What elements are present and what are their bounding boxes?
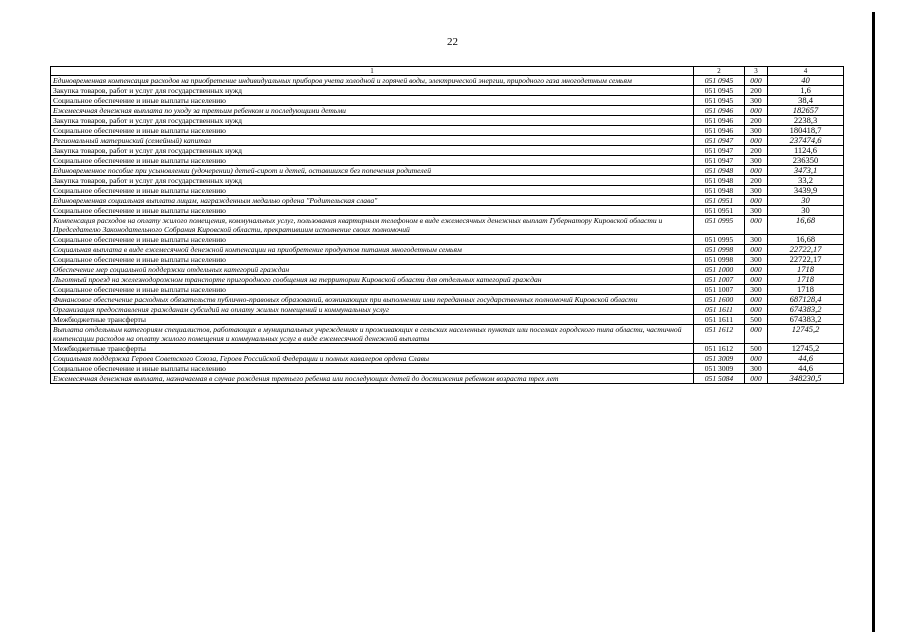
row-type-cell: 000 xyxy=(745,354,768,364)
row-amount-cell: 44,6 xyxy=(768,354,844,364)
row-amount-cell: 1718 xyxy=(768,265,844,275)
row-name-cell: Организация предоставления гражданам субсидий на оплату жилых помещений и коммунальных услуг xyxy=(51,305,694,315)
table-row xyxy=(51,156,844,166)
row-type-cell: 000 xyxy=(745,265,768,275)
row-type-cell: 000 xyxy=(745,76,768,86)
row-type-cell: 000 xyxy=(745,374,768,384)
row-amount-cell: 3473,1 xyxy=(768,166,844,176)
row-code-cell: 051 0946 xyxy=(694,106,745,116)
row-type-cell: 000 xyxy=(745,275,768,285)
row-name-cell: Социальное обеспечение и иные выплаты населению xyxy=(51,186,694,196)
row-code-cell: 051 3009 xyxy=(694,354,745,364)
table-row xyxy=(51,196,844,206)
page-number: 22 xyxy=(447,36,458,48)
row-type-cell: 300 xyxy=(745,96,768,106)
table-row xyxy=(51,206,844,216)
table-row xyxy=(51,116,844,126)
row-amount-cell: 16,68 xyxy=(768,235,844,245)
row-code-cell: 051 0945 xyxy=(694,96,745,106)
row-code-cell: 051 1000 xyxy=(694,265,745,275)
row-amount-cell: 674383,2 xyxy=(768,315,844,325)
row-type-cell: 200 xyxy=(745,146,768,156)
table-row xyxy=(51,176,844,186)
row-code-cell: 051 1611 xyxy=(694,315,745,325)
row-type-cell: 300 xyxy=(745,186,768,196)
row-code-cell: 051 1007 xyxy=(694,285,745,295)
row-amount-cell: 687128,4 xyxy=(768,295,844,305)
row-name-cell: Социальная выплата в виде ежемесячной денежной компенсации на приобретение продуктов питания многодетным семьям xyxy=(51,245,694,255)
row-amount-cell: 674383,2 xyxy=(768,305,844,315)
row-name-cell: Единовременное пособие при усыновлении (удочерении) детей-сирот и детей, оставшихся без попечения родителей xyxy=(51,166,694,176)
row-code-cell: 051 1600 xyxy=(694,295,745,305)
row-type-cell: 000 xyxy=(745,325,768,344)
row-code-cell: 051 1612 xyxy=(694,325,745,344)
row-name-cell: Единовременная компенсация расходов на приобретение индивидуальных приборов учета холодной и горячей воды, электрической энергии, природного газа многодетным семьям xyxy=(51,76,694,86)
row-name-cell: Выплата отдельным категориям специалистов, работающих в муниципальных учреждениях и проживающих в сельских населенных пунктах или поселках городского типа области, частичной компенсации расходов на оплату жилого помещения и коммунальных услуг в виде ежемесячной денежной выплаты xyxy=(51,325,694,344)
row-code-cell: 051 0998 xyxy=(694,245,745,255)
table-row xyxy=(51,126,844,136)
row-code-cell: 051 0998 xyxy=(694,255,745,265)
row-code-cell: 051 0948 xyxy=(694,166,745,176)
row-code-cell: 051 1611 xyxy=(694,305,745,315)
row-name-cell: Льготный проезд на железнодорожном транспорте пригородного сообщения на территории Кировской области для отдельных категорий граждан xyxy=(51,275,694,285)
row-amount-cell: 12745,2 xyxy=(768,325,844,344)
row-type-cell: 200 xyxy=(745,86,768,96)
table-row xyxy=(51,305,844,315)
row-name-cell: Социальная поддержка Героев Советского Союза, Героев Российской Федерации и полных кавалеров ордена Славы xyxy=(51,354,694,364)
header-col-4: 4 xyxy=(768,67,844,76)
table-row xyxy=(51,275,844,285)
row-name-cell: Социальное обеспечение и иные выплаты населению xyxy=(51,364,694,374)
row-name-cell: Социальное обеспечение и иные выплаты населению xyxy=(51,235,694,245)
table-row xyxy=(51,86,844,96)
row-amount-cell: 182657 xyxy=(768,106,844,116)
row-amount-cell: 44,6 xyxy=(768,364,844,374)
row-name-cell: Межбюджетные трансферты xyxy=(51,315,694,325)
row-name-cell: Закупка товаров, работ и услуг для государственных нужд xyxy=(51,146,694,156)
row-name-cell: Межбюджетные трансферты xyxy=(51,344,694,354)
row-amount-cell: 180418,7 xyxy=(768,126,844,136)
header-col-3: 3 xyxy=(745,67,768,76)
table-row xyxy=(51,255,844,265)
row-code-cell: 051 3009 xyxy=(694,364,745,374)
row-amount-cell: 40 xyxy=(768,76,844,86)
row-type-cell: 000 xyxy=(745,106,768,116)
row-code-cell: 051 0946 xyxy=(694,116,745,126)
table-row xyxy=(51,216,844,235)
row-name-cell: Социальное обеспечение и иные выплаты населению xyxy=(51,206,694,216)
row-name-cell: Социальное обеспечение и иные выплаты населению xyxy=(51,255,694,265)
row-amount-cell: 22722,17 xyxy=(768,255,844,265)
row-name-cell: Финансовое обеспечение расходных обязательств публично-правовых образований, возникающих при выполнении ими переданных государственных полномочий Кировской области xyxy=(51,295,694,305)
row-amount-cell: 236350 xyxy=(768,156,844,166)
row-name-cell: Социальное обеспечение и иные выплаты населению xyxy=(51,156,694,166)
row-amount-cell: 33,2 xyxy=(768,176,844,186)
row-code-cell: 051 0946 xyxy=(694,126,745,136)
table-row xyxy=(51,354,844,364)
row-code-cell: 051 0995 xyxy=(694,216,745,235)
row-code-cell: 051 0948 xyxy=(694,186,745,196)
row-type-cell: 000 xyxy=(745,295,768,305)
row-amount-cell: 22722,17 xyxy=(768,245,844,255)
row-code-cell: 051 0945 xyxy=(694,86,745,96)
row-type-cell: 300 xyxy=(745,156,768,166)
margin-rule xyxy=(872,12,875,632)
row-code-cell: 051 0951 xyxy=(694,206,745,216)
row-name-cell: Ежемесячная денежная выплата по уходу за третьим ребенком и последующими детьми xyxy=(51,106,694,116)
row-code-cell: 051 0995 xyxy=(694,235,745,245)
row-amount-cell: 30 xyxy=(768,196,844,206)
row-code-cell: 051 1007 xyxy=(694,275,745,285)
row-code-cell: 051 5084 xyxy=(694,374,745,384)
row-amount-cell: 348230,5 xyxy=(768,374,844,384)
table-row xyxy=(51,76,844,86)
row-type-cell: 200 xyxy=(745,116,768,126)
row-type-cell: 300 xyxy=(745,364,768,374)
row-amount-cell: 38,4 xyxy=(768,96,844,106)
row-name-cell: Обеспечение мер социальной поддержки отдельных категорий граждан xyxy=(51,265,694,275)
table-body xyxy=(51,76,844,384)
table-row xyxy=(51,295,844,305)
budget-table xyxy=(50,66,844,384)
row-amount-cell: 1718 xyxy=(768,275,844,285)
row-amount-cell: 16,68 xyxy=(768,216,844,235)
row-amount-cell: 2238,3 xyxy=(768,116,844,126)
table-row xyxy=(51,364,844,374)
row-code-cell: 051 0947 xyxy=(694,146,745,156)
row-amount-cell: 30 xyxy=(768,206,844,216)
row-name-cell: Социальное обеспечение и иные выплаты населению xyxy=(51,285,694,295)
row-name-cell: Социальное обеспечение и иные выплаты населению xyxy=(51,96,694,106)
table-row xyxy=(51,265,844,275)
row-type-cell: 200 xyxy=(745,176,768,186)
row-name-cell: Ежемесячная денежная выплата, назначаемая в случае рождения третьего ребенка или последующих детей до достижения ребенком возраста трех лет xyxy=(51,374,694,384)
row-type-cell: 000 xyxy=(745,245,768,255)
row-type-cell: 300 xyxy=(745,255,768,265)
row-type-cell: 000 xyxy=(745,166,768,176)
row-amount-cell: 1718 xyxy=(768,285,844,295)
row-name-cell: Закупка товаров, работ и услуг для государственных нужд xyxy=(51,116,694,126)
row-amount-cell: 1124,6 xyxy=(768,146,844,156)
row-amount-cell: 12745,2 xyxy=(768,344,844,354)
row-code-cell: 051 0947 xyxy=(694,136,745,146)
row-type-cell: 000 xyxy=(745,136,768,146)
row-name-cell: Закупка товаров, работ и услуг для государственных нужд xyxy=(51,176,694,186)
row-code-cell: 051 0945 xyxy=(694,76,745,86)
row-code-cell: 051 0951 xyxy=(694,196,745,206)
header-row xyxy=(51,67,844,76)
row-type-cell: 000 xyxy=(745,196,768,206)
table-row xyxy=(51,166,844,176)
row-type-cell: 300 xyxy=(745,126,768,136)
table-row xyxy=(51,146,844,156)
header-col-2: 2 xyxy=(694,67,745,76)
row-type-cell: 300 xyxy=(745,206,768,216)
row-code-cell: 051 0948 xyxy=(694,176,745,186)
row-name-cell: Социальное обеспечение и иные выплаты населению xyxy=(51,126,694,136)
row-amount-cell: 3439,9 xyxy=(768,186,844,196)
table-row xyxy=(51,374,844,384)
table-row xyxy=(51,315,844,325)
row-name-cell: Компенсация расходов на оплату жилого помещения, коммунальных услуг, пользования квартирным телефоном в виде ежемесячных денежных выплат Губернатору Кировской области и Председателю Законодательного Собрания Кировской области, прекратившим исполнение своих полномочий xyxy=(51,216,694,235)
table-row xyxy=(51,285,844,295)
row-amount-cell: 1,6 xyxy=(768,86,844,96)
row-type-cell: 500 xyxy=(745,315,768,325)
row-amount-cell: 237474,6 xyxy=(768,136,844,146)
row-type-cell: 300 xyxy=(745,285,768,295)
table-row xyxy=(51,245,844,255)
table-row xyxy=(51,186,844,196)
table-row xyxy=(51,325,844,344)
row-type-cell: 500 xyxy=(745,344,768,354)
row-name-cell: Закупка товаров, работ и услуг для государственных нужд xyxy=(51,86,694,96)
row-name-cell: Единовременная социальная выплата лицам, награжденным медалью ордена "Родительская слава" xyxy=(51,196,694,206)
table-row xyxy=(51,96,844,106)
row-code-cell: 051 1612 xyxy=(694,344,745,354)
table-row xyxy=(51,344,844,354)
table-row xyxy=(51,106,844,116)
table-row xyxy=(51,136,844,146)
row-type-cell: 000 xyxy=(745,305,768,315)
table-row xyxy=(51,235,844,245)
row-type-cell: 300 xyxy=(745,235,768,245)
row-code-cell: 051 0947 xyxy=(694,156,745,166)
row-name-cell: Региональный материнский (семейный) капитал xyxy=(51,136,694,146)
header-col-1: 1 xyxy=(51,67,694,76)
row-type-cell: 000 xyxy=(745,216,768,235)
